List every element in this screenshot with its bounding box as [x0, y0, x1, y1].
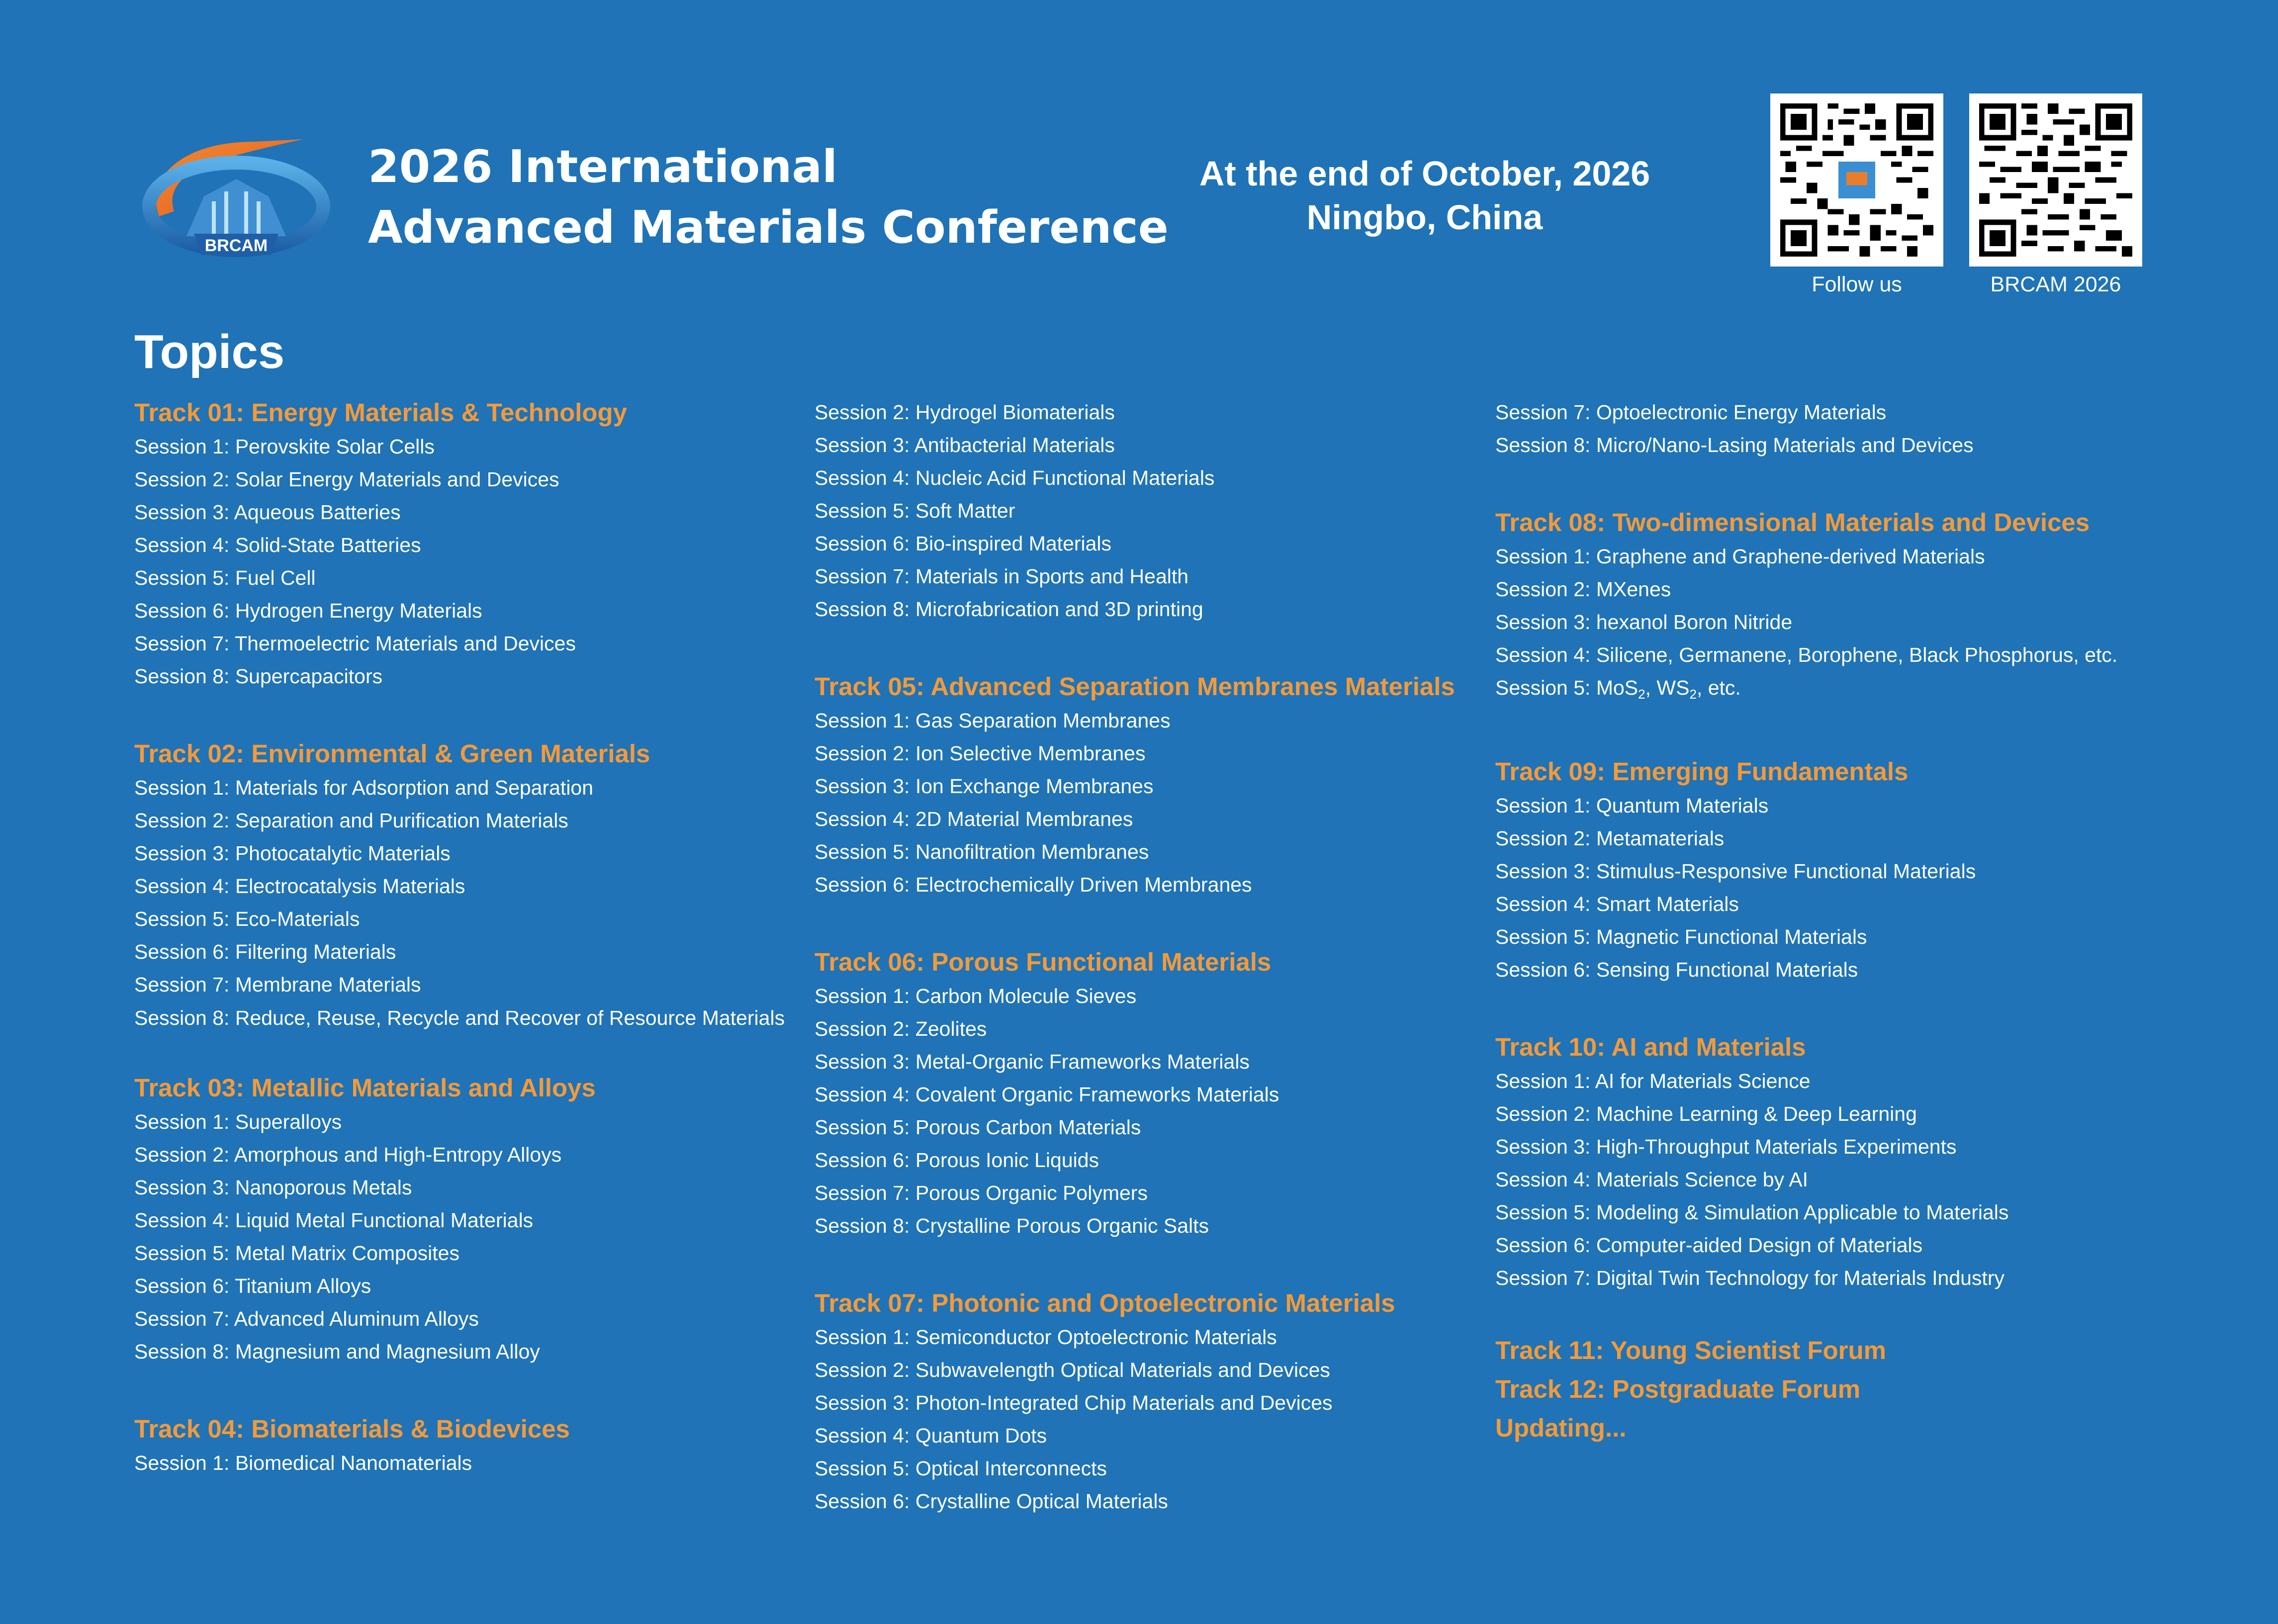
brcam-2026-label: BRCAM 2026 [1990, 272, 2121, 296]
session-item: Session 4: Electrocatalysis Materials [134, 875, 465, 898]
track-10 [1495, 1030, 2147, 1294]
follow-us-label: Follow us [1812, 272, 1902, 296]
session-item: Session 4: Solid-State Batteries [134, 534, 421, 556]
session-item: Session 2: Amorphous and High-Entropy Alloys [134, 1143, 562, 1166]
session-item: Session 7: Thermoelectric Materials and Devices [134, 632, 576, 655]
session-item: Session 1: Gas Separation Membranes [815, 709, 1171, 732]
session-item: Session 7: Porous Organic Polymers [815, 1181, 1148, 1204]
session-item: Session 4: Nucleic Acid Functional Materials [815, 466, 1215, 489]
track-title: Track 06: Porous Functional Materials [815, 948, 1272, 976]
session-item: Session 1: Perovskite Solar Cells [134, 435, 435, 458]
session-item: Session 6: Hydrogen Energy Materials [134, 599, 482, 622]
session-item: Session 5: Eco-Materials [134, 907, 360, 930]
session-item: Session 4: Materials Science by AI [1495, 1168, 1808, 1191]
session-item: Session 5: Metal Matrix Composites [134, 1242, 459, 1264]
track-title: Track 01: Energy Materials & Technology [134, 398, 628, 427]
session-item: Session 3: Photocatalytic Materials [134, 842, 451, 865]
session-item: Session 4: Silicene, Germanene, Borophene, Black Phosphorus, etc. [1495, 643, 2118, 666]
track-title: Track 03: Metallic Materials and Alloys [134, 1074, 596, 1102]
track-07 [815, 1286, 1466, 1518]
session-item: Session 3: Metal-Organic Frameworks Materials [815, 1050, 1250, 1073]
track-07-continued [1495, 396, 2147, 461]
session-item: Session 1: Materials for Adsorption and Separation [134, 776, 594, 799]
track-09 [1495, 754, 2147, 986]
brcam-logo [139, 132, 333, 266]
track-title: Track 02: Environmental & Green Materials [134, 739, 650, 768]
session-item: Session 3: hexanol Boron Nitride [1495, 611, 1793, 633]
track-11-title: Track 11: Young Scientist Forum [1495, 1336, 1886, 1364]
session-item: Session 6: Crystalline Optical Materials [815, 1490, 1168, 1513]
track-title: Track 09: Emerging Fundamentals [1495, 757, 1909, 786]
track-03 [134, 1071, 786, 1368]
session-item: Session 6: Electrochemically Driven Membranes [815, 873, 1252, 896]
session-item: Session 7: Materials in Sports and Health [815, 565, 1189, 588]
track-title: Track 08: Two-dimensional Materials and Devices [1495, 508, 2090, 537]
track-08 [1495, 505, 2147, 711]
session-item: Session 3: Nanoporous Metals [134, 1176, 412, 1199]
session-item: Session 7: Digital Twin Technology for Materials Industry [1495, 1266, 2005, 1289]
title-line-1: 2026 International [368, 141, 837, 193]
brcam-2026-qr-code[interactable] [1969, 93, 2142, 267]
session-item: Session 2: MXenes [1495, 578, 1671, 601]
date-location [1159, 152, 1691, 239]
session-item: Session 8: Magnesium and Magnesium Alloy [134, 1340, 540, 1363]
session-item: Session 1: Quantum Materials [1495, 794, 1769, 817]
session-item: Session 1: Carbon Molecule Sieves [815, 985, 1137, 1007]
session-item: Session 5: Porous Carbon Materials [815, 1116, 1141, 1139]
session-item: Session 2: Zeolites [815, 1017, 987, 1040]
track-04 [134, 1412, 786, 1479]
track-title: Track 07: Photonic and Optoelectronic Materials [815, 1289, 1395, 1317]
topics-heading: Topics [134, 325, 285, 378]
session-item: Session 8: Micro/Nano-Lasing Materials and Devices [1495, 434, 1974, 456]
follow-us-qr-code[interactable] [1770, 93, 1943, 267]
track-05 [815, 669, 1466, 901]
track-title: Track 04: Biomaterials & Biodevices [134, 1415, 570, 1443]
session-item: Session 5: Modeling & Simulation Applicable to Materials [1495, 1201, 2009, 1224]
session-item: Session 5: Optical Interconnects [815, 1457, 1107, 1480]
column-1 [134, 395, 786, 1479]
session-item: Session 2: Hydrogel Biomaterials [815, 401, 1115, 424]
session-item: Session 2: Solar Energy Materials and Devices [134, 468, 559, 491]
session-item: Session 1: Semiconductor Optoelectronic Materials [815, 1326, 1277, 1349]
session-item: Session 3: Ion Exchange Membranes [815, 775, 1154, 798]
session-item: Session 8: Crystalline Porous Organic Salts [815, 1214, 1209, 1237]
updating-note: Updating... [1495, 1414, 1627, 1442]
conference-date: At the end of October, 2026 [1199, 154, 1650, 193]
session-item: Session 4: Liquid Metal Functional Materials [134, 1209, 534, 1232]
session-item: Session 6: Filtering Materials [134, 940, 396, 963]
track-title: Track 10: AI and Materials [1495, 1033, 1806, 1061]
session-item: Session 8: Reduce, Reuse, Recycle and Recover of Resource Materials [134, 1006, 785, 1029]
session-item: Session 3: Stimulus-Responsive Functional Materials [1495, 860, 1976, 883]
column-3 [1495, 396, 2147, 1447]
track-12-title: Track 12: Postgraduate Forum [1495, 1375, 1861, 1403]
session-item: Session 2: Ion Selective Membranes [815, 742, 1146, 765]
session-item: Session 6: Titanium Alloys [134, 1274, 371, 1297]
session-item: Session 5: Soft Matter [815, 499, 1015, 522]
session-item: Session 8: Supercapacitors [134, 665, 383, 688]
session-item: Session 3: Photon-Integrated Chip Materials and Devices [815, 1391, 1333, 1414]
session-item: Session 3: Antibacterial Materials [815, 434, 1115, 456]
session-item: Session 2: Separation and Purification Materials [134, 809, 568, 832]
session-item: Session 6: Porous Ionic Liquids [815, 1149, 1099, 1172]
session-item: Session 5: Magnetic Functional Materials [1495, 925, 1867, 948]
session-item: Session 4: Covalent Organic Frameworks Materials [815, 1083, 1279, 1106]
session-item: Session 1: Superalloys [134, 1110, 342, 1133]
session-item: Session 1: AI for Materials Science [1495, 1070, 1811, 1092]
track-title: Track 05: Advanced Separation Membranes Materials [815, 672, 1455, 701]
session-item: Session 6: Sensing Functional Materials [1495, 958, 1858, 981]
session-item: Session 5: Nanofiltration Membranes [815, 840, 1149, 863]
conference-title [368, 137, 1169, 258]
track-02 [134, 736, 786, 1034]
track-04-continued [815, 396, 1466, 626]
session-item: Session 6: Computer-aided Design of Materials [1495, 1234, 1923, 1257]
session-item: Session 6: Bio-inspired Materials [815, 532, 1112, 555]
column-2 [815, 396, 1466, 1518]
conference-location: Ningbo, China [1306, 198, 1543, 237]
session-item: Session 4: Quantum Dots [815, 1424, 1047, 1447]
session-item: Session 2: Subwavelength Optical Materials and Devices [815, 1358, 1330, 1381]
session-item: Session 4: Smart Materials [1495, 893, 1739, 915]
session-item: Session 7: Membrane Materials [134, 973, 421, 996]
session-item: Session 5: MoS$_2$, $WS_2$, etc. [1495, 676, 1741, 702]
session-item: Session 3: High-Throughput Materials Experiments [1495, 1135, 1957, 1158]
session-item: Session 1: Biomedical Nanomaterials [134, 1451, 472, 1474]
track-01 [134, 395, 786, 693]
session-item: Session 8: Microfabrication and 3D printing [815, 598, 1203, 621]
session-item: Session 5: Fuel Cell [134, 566, 316, 589]
session-item: Session 4: 2D Material Membranes [815, 808, 1133, 830]
session-item: Session 7: Optoelectronic Energy Materials [1495, 401, 1887, 424]
session-item: Session 3: Aqueous Batteries [134, 501, 401, 524]
track-06 [815, 945, 1466, 1242]
session-item: Session 2: Machine Learning & Deep Learning [1495, 1102, 1917, 1125]
session-item: Session 1: Graphene and Graphene-derived Materials [1495, 545, 1985, 568]
session-item: Session 2: Metamaterials [1495, 827, 1725, 850]
session-item: Session 7: Advanced Aluminum Alloys [134, 1307, 479, 1330]
title-line-2: Advanced Materials Conference [368, 201, 1169, 254]
logo-text: BRCAM [204, 236, 268, 255]
